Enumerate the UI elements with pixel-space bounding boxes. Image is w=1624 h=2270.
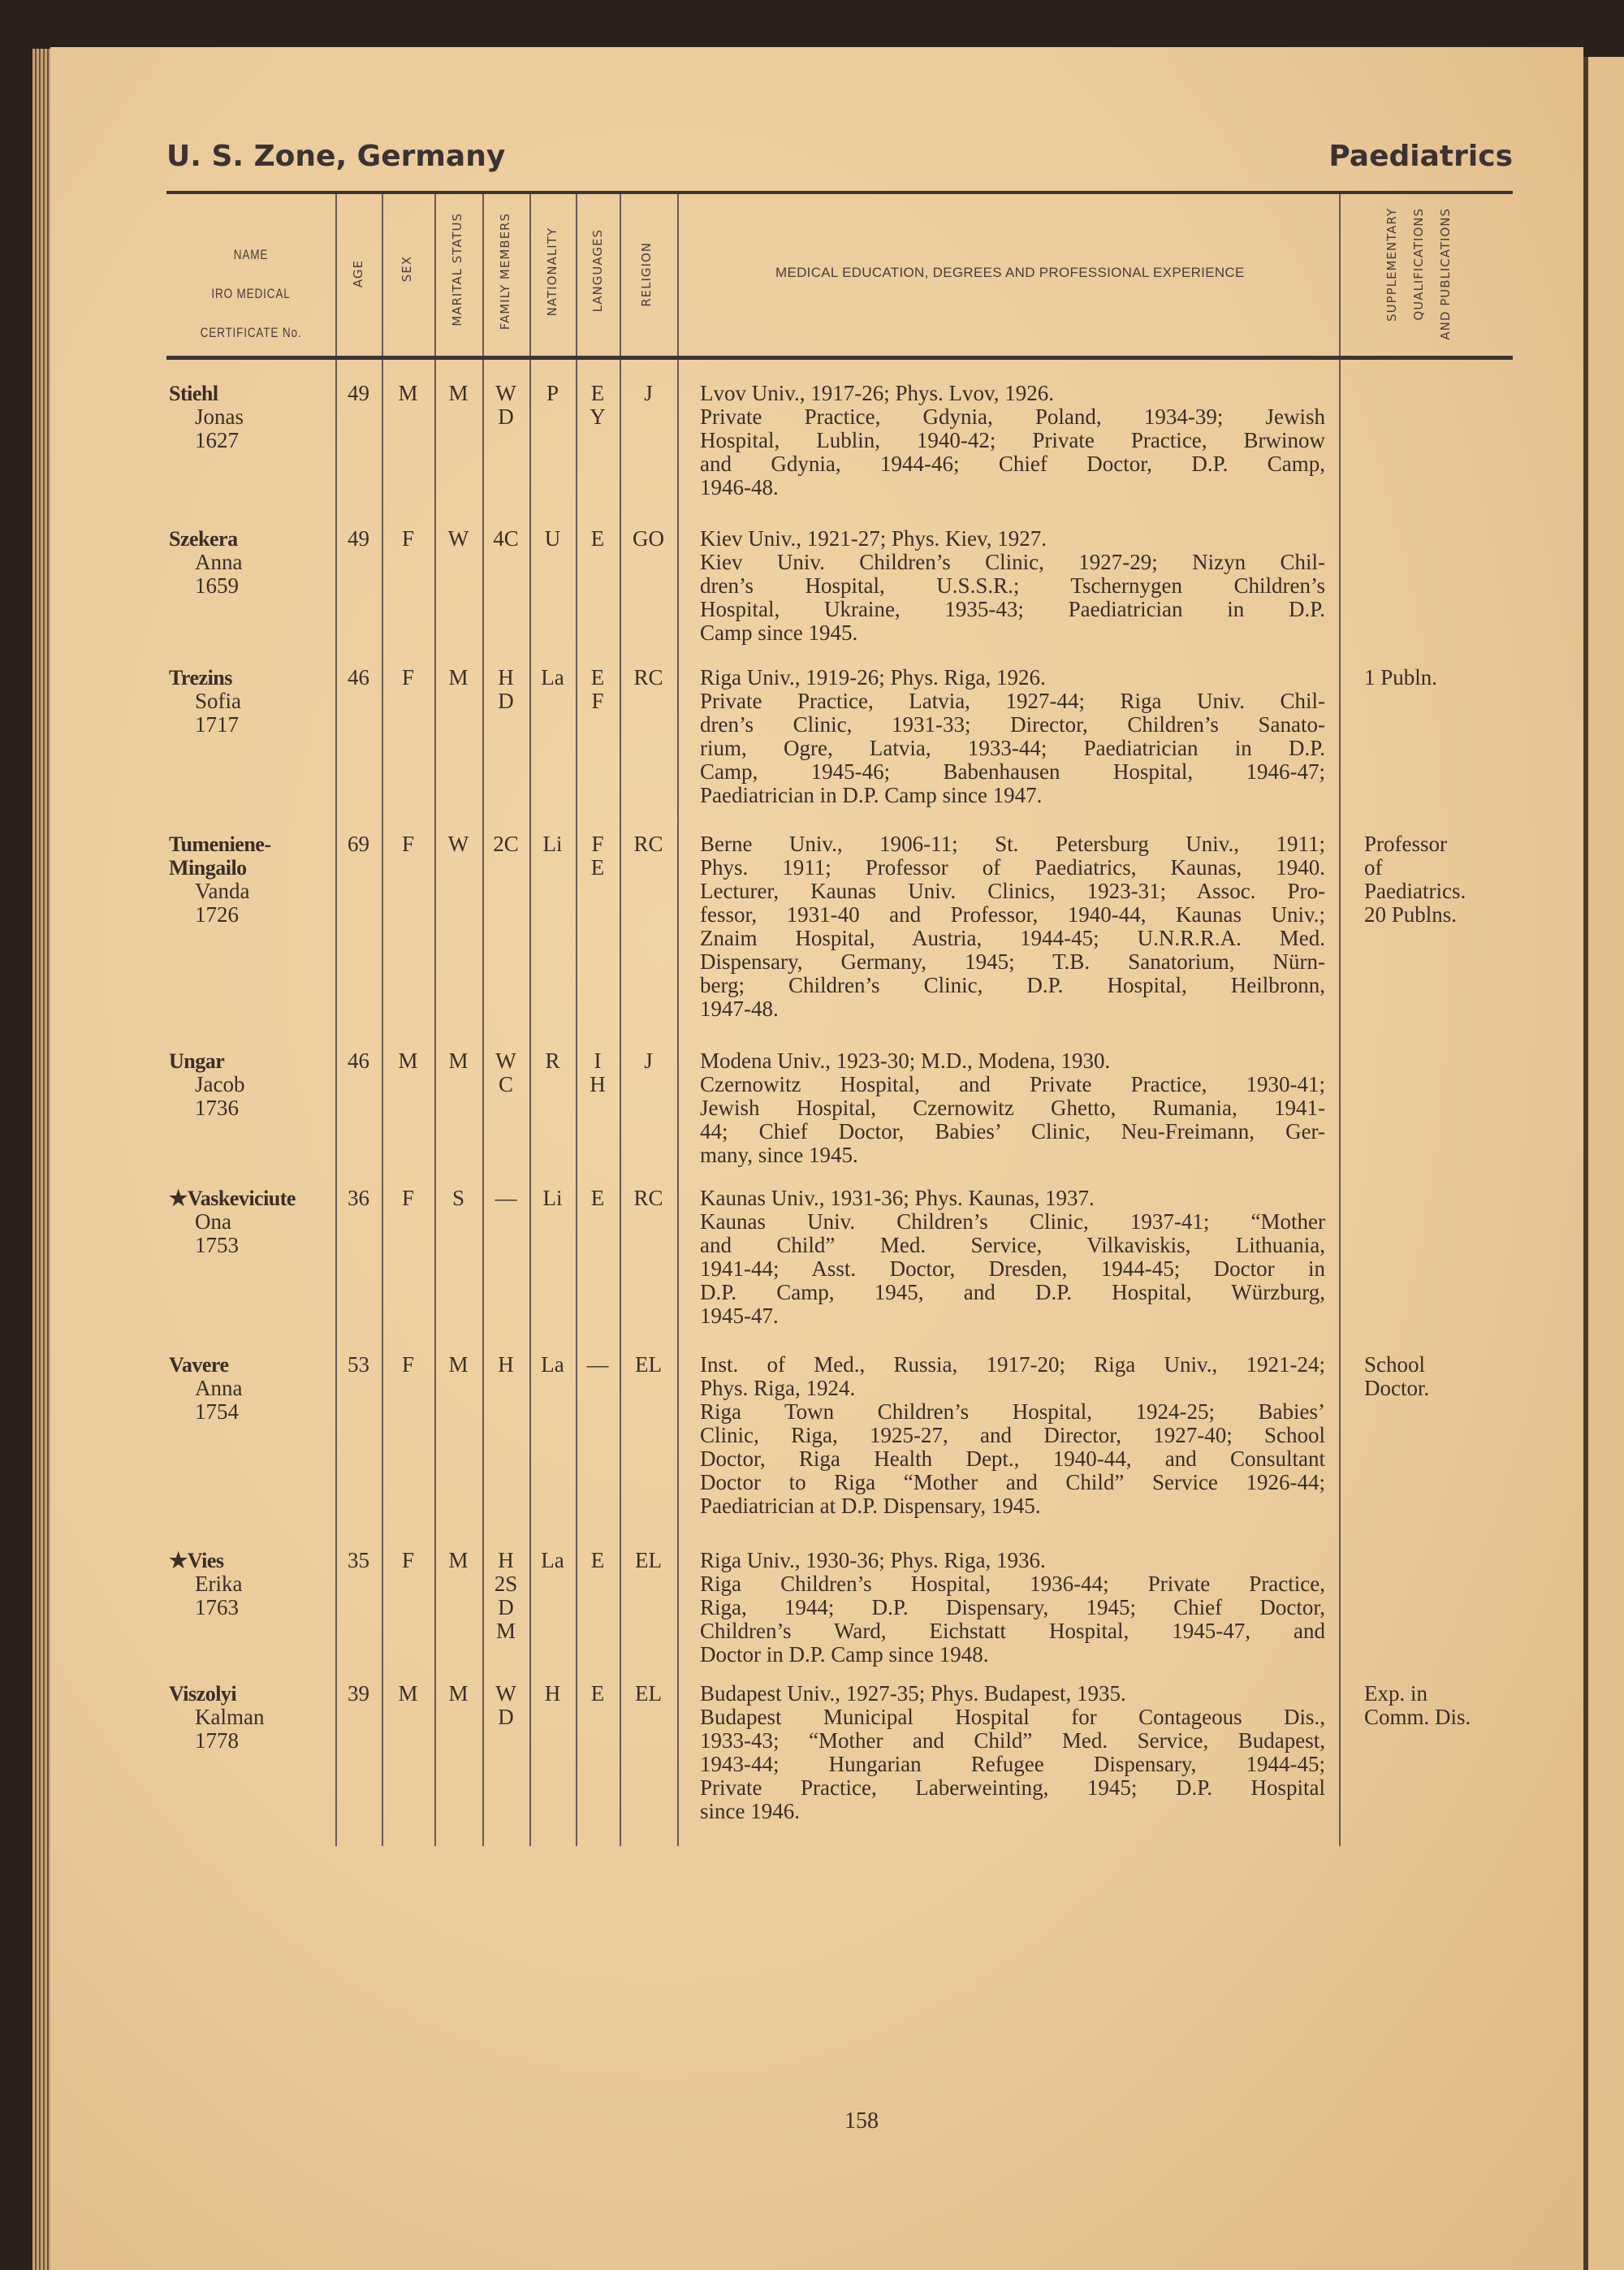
education-cell — [700, 1549, 1325, 1667]
languages-column-header: LANGUAGES — [590, 229, 605, 313]
given-name: Sofia — [195, 689, 241, 713]
education-line: 1946-48. — [700, 475, 779, 499]
given-name: Erika — [195, 1572, 243, 1596]
education-line: Kiev Univ., 1921-27; Phys. Kiev, 1927. — [700, 526, 1047, 551]
section-title: Paediatrics — [1328, 140, 1513, 173]
education-line: 44; Chief Doctor, Babies’ Clinic, Neu-Freimann, Ger- — [700, 1119, 1325, 1144]
education-line: many, since 1945. — [700, 1143, 858, 1167]
name-cell — [169, 666, 241, 737]
education-cell — [700, 832, 1325, 1021]
column-divider — [335, 194, 337, 356]
education-line: Riga Town Children’s Hospital, 1924-25; Babies’ — [700, 1399, 1325, 1424]
family-cell: 4C — [493, 526, 519, 551]
age-cell: 46 — [348, 1049, 369, 1073]
surname: Trezins — [169, 666, 232, 690]
nationality-cell: La — [541, 665, 564, 690]
education-line: Doctor, Riga Health Dept., 1940-44, and Consultant — [700, 1446, 1325, 1471]
nationality-cell: La — [541, 1548, 564, 1572]
religion-cell: J — [644, 1049, 653, 1073]
nationality-cell: Li — [542, 1186, 563, 1210]
column-divider — [620, 194, 621, 356]
religion-cell: RC — [633, 1186, 663, 1210]
sex-cell: F — [401, 1352, 415, 1377]
languages-cell: — — [586, 1352, 609, 1377]
certificate-number: 1763 — [195, 1595, 239, 1619]
marital-cell: M — [448, 1681, 469, 1706]
sex-column-header: SEX — [400, 256, 414, 283]
name-cell — [169, 1549, 242, 1619]
nationality-column-header: NATIONALITY — [545, 227, 559, 317]
sex-cell: F — [401, 1548, 415, 1572]
education-cell — [700, 1353, 1325, 1518]
certificate-number: 1778 — [195, 1728, 239, 1753]
surname: Tumeniene- Mingailo — [169, 832, 271, 880]
education-line: Kaunas Univ. Children’s Clinic, 1937-41; “Mother — [700, 1209, 1325, 1234]
education-line: 1933-43; “Mother and Child” Med. Service, Budapest, — [700, 1728, 1325, 1753]
supplementary-header-line2: QUALIFICATIONS — [1411, 208, 1426, 321]
education-line: D.P. Camp, 1945, and D.P. Hospital, Würzburg, — [700, 1280, 1325, 1304]
age-column-header: AGE — [351, 260, 365, 288]
marital-cell: M — [448, 1049, 469, 1073]
education-line: Children’s Ward, Eichstatt Hospital, 1945-47, and — [700, 1619, 1325, 1643]
marital-cell: S — [451, 1186, 465, 1210]
education-line: Kaunas Univ., 1931-36; Phys. Kaunas, 1937. — [700, 1186, 1095, 1210]
certificate-number: 1736 — [195, 1096, 239, 1120]
name-cell — [169, 832, 271, 927]
given-name: Anna — [195, 1376, 243, 1400]
nationality-cell: La — [541, 1352, 564, 1377]
header-name: NAME — [233, 247, 269, 262]
age-cell: 69 — [348, 832, 369, 856]
certificate-number: 1627 — [195, 428, 239, 452]
education-line: Paediatrician at D.P. Dispensary, 1945. — [700, 1494, 1041, 1518]
supplementary-cell: Professor of Paediatrics. 20 Publns. — [1364, 832, 1466, 927]
languages-cell: F E — [590, 832, 605, 880]
sex-cell: F — [401, 832, 415, 856]
column-divider — [335, 360, 337, 1846]
languages-cell: E Y — [590, 381, 606, 429]
age-cell: 36 — [348, 1186, 369, 1210]
family-cell: H D — [498, 665, 514, 713]
languages-cell: E — [590, 1548, 605, 1572]
surname: Stiehl — [169, 382, 218, 405]
certificate-number: 1726 — [195, 902, 239, 927]
supplementary-cell: 1 Publn. — [1364, 665, 1438, 690]
religion-cell: GO — [633, 526, 664, 551]
education-line: Czernowitz Hospital, and Private Practice, 1930-41; — [700, 1072, 1325, 1096]
education-line: Clinic, Riga, 1925-27, and Director, 1927-40; School — [700, 1423, 1325, 1447]
name-cell — [169, 382, 244, 452]
education-line: Riga Univ., 1930-36; Phys. Riga, 1936. — [700, 1548, 1046, 1572]
surname: Vaskeviciute — [187, 1187, 296, 1210]
sex-cell: F — [401, 665, 415, 690]
column-divider — [620, 360, 621, 1846]
education-line: Paediatrician in D.P. Camp since 1947. — [700, 783, 1043, 807]
top-rule — [166, 191, 1513, 194]
education-line: 1945-47. — [700, 1304, 779, 1328]
age-cell: 35 — [348, 1548, 369, 1572]
education-line: since 1946. — [700, 1799, 800, 1823]
education-cell — [700, 1049, 1325, 1167]
education-line: Lvov Univ., 1917-26; Phys. Lvov, 1926. — [700, 381, 1054, 405]
column-divider — [529, 194, 531, 356]
education-line: 1941-44; Asst. Doctor, Dresden, 1944-45; Doctor in — [700, 1256, 1325, 1281]
name-cell — [169, 1353, 242, 1424]
nationality-cell: Li — [542, 832, 563, 856]
name-cell — [169, 1049, 244, 1120]
marital-cell: M — [448, 381, 469, 405]
supplementary-header-line1: SUPPLEMENTARY — [1384, 208, 1399, 322]
age-cell: 49 — [348, 381, 369, 405]
surname: Szekera — [169, 527, 238, 551]
given-name: Jonas — [195, 404, 244, 429]
education-cell — [700, 527, 1325, 645]
education-line: Doctor to Riga “Mother and Child” Service 1926-44; — [700, 1470, 1325, 1494]
education-cell — [700, 1187, 1325, 1328]
education-line: dren’s Hospital, U.S.S.R.; Tschernygen Children’s — [700, 573, 1325, 598]
education-line: Phys. Riga, 1924. — [700, 1376, 856, 1400]
education-line: Berne Univ., 1906-11; St. Petersburg Univ., 1911; — [700, 832, 1325, 856]
certificate-number: 1753 — [195, 1233, 239, 1257]
supplementary-cell: Exp. in Comm. Dis. — [1364, 1681, 1471, 1729]
education-column-header: MEDICAL EDUCATION, DEGREES AND PROFESSIONAL EXPERIENCE — [775, 265, 1245, 280]
education-line: Hospital, Ukraine, 1935-43; Paediatrician in D.P. — [700, 597, 1325, 621]
column-divider — [382, 194, 383, 356]
name-column-header — [184, 236, 318, 352]
family-cell: W C — [495, 1049, 516, 1096]
surname: Viszolyi — [169, 1682, 237, 1706]
religion-cell: RC — [633, 832, 663, 856]
marital-status-column-header: MARITAL STATUS — [450, 213, 464, 326]
education-cell — [700, 1682, 1325, 1823]
education-line: 1947-48. — [700, 997, 779, 1021]
languages-cell: E F — [590, 665, 605, 713]
nationality-cell: P — [546, 381, 559, 405]
column-divider — [677, 360, 679, 1846]
education-line: Lecturer, Kaunas Univ. Clinics, 1923-31; Assoc. Pro- — [700, 879, 1325, 903]
education-line: berg; Children’s Clinic, D.P. Hospital, Heilbronn, — [700, 973, 1325, 997]
education-line: and Child” Med. Service, Vilkaviskis, Lithuania, — [700, 1233, 1325, 1257]
education-line: Riga Univ., 1919-26; Phys. Riga, 1926. — [700, 665, 1046, 690]
religion-column-header: RELIGION — [639, 242, 654, 307]
family-cell: — — [495, 1186, 517, 1210]
family-cell: H 2S D M — [494, 1548, 518, 1643]
star-icon: ★ — [169, 1187, 188, 1210]
education-cell — [700, 382, 1325, 499]
column-divider — [434, 360, 436, 1846]
marital-cell: M — [448, 1352, 469, 1377]
education-line: Phys. 1911; Professor of Paediatrics, Kaunas, 1940. — [700, 855, 1325, 880]
age-cell: 53 — [348, 1352, 369, 1377]
education-line: Dispensary, Germany, 1945; T.B. Sanatorium, Nürn- — [700, 949, 1325, 974]
education-line: and Gdynia, 1944-46; Chief Doctor, D.P. Camp, — [700, 452, 1325, 476]
marital-cell: W — [447, 526, 469, 551]
nationality-cell: H — [544, 1681, 561, 1706]
certificate-number: 1717 — [195, 712, 239, 737]
marital-cell: M — [448, 665, 469, 690]
languages-cell: E — [590, 1186, 605, 1210]
age-cell: 39 — [348, 1681, 369, 1706]
column-divider — [482, 194, 484, 356]
certificate-number: 1659 — [195, 573, 239, 598]
supplementary-cell: School Doctor. — [1364, 1352, 1430, 1400]
given-name: Vanda — [195, 879, 250, 903]
column-divider — [382, 360, 383, 1846]
sex-cell: M — [398, 1049, 418, 1073]
education-line: Inst. of Med., Russia, 1917-20; Riga Univ., 1921-24; — [700, 1352, 1325, 1377]
education-line: Private Practice, Gdynia, Poland, 1934-39; Jewish — [700, 404, 1325, 429]
sex-cell: M — [398, 381, 418, 405]
column-divider — [434, 194, 436, 356]
header-rule — [166, 356, 1513, 360]
education-line: Private Practice, Laberweinting, 1945; D.P. Hospital — [700, 1775, 1325, 1800]
education-line: Doctor in D.P. Camp since 1948. — [700, 1642, 989, 1667]
education-line: Budapest Univ., 1927-35; Phys. Budapest, 1935. — [700, 1681, 1126, 1706]
education-line: rium, Ogre, Latvia, 1933-44; Paediatrician in D.P. — [700, 736, 1325, 760]
family-members-column-header: FAMILY MEMBERS — [498, 213, 512, 331]
column-divider — [677, 194, 679, 356]
book-page-edges — [32, 49, 52, 2270]
education-line: Riga, 1944; D.P. Dispensary, 1945; Chief Doctor, — [700, 1595, 1325, 1619]
surname: Vavere — [169, 1353, 229, 1377]
education-line: dren’s Clinic, 1931-33; Director, Children’s Sanato- — [700, 712, 1325, 737]
religion-cell: EL — [635, 1548, 662, 1572]
religion-cell: EL — [635, 1681, 662, 1706]
supplementary-header-line3: AND PUBLICATIONS — [1438, 208, 1453, 340]
religion-cell: RC — [633, 665, 663, 690]
education-line: Budapest Municipal Hospital for Contageous Dis., — [700, 1705, 1325, 1729]
column-divider — [1339, 194, 1341, 356]
marital-cell: M — [448, 1548, 469, 1572]
languages-cell: I H — [590, 1049, 606, 1096]
column-divider — [529, 360, 531, 1846]
family-cell: H — [498, 1352, 514, 1377]
sex-cell: F — [401, 1186, 415, 1210]
education-line: Camp, 1945-46; Babenhausen Hospital, 1946-47; — [700, 759, 1325, 784]
marital-cell: W — [447, 832, 469, 856]
languages-cell: E — [590, 526, 605, 551]
header-iro-medical: IRO MEDICAL — [211, 286, 291, 301]
family-cell: 2C — [493, 832, 519, 856]
header-certificate: CERTIFICATE No. — [200, 325, 302, 340]
nationality-cell: R — [545, 1049, 560, 1073]
languages-cell: E — [590, 1681, 605, 1706]
column-divider — [1339, 360, 1341, 1846]
education-line: Znaim Hospital, Austria, 1944-45; U.N.R.R.A. Med. — [700, 926, 1325, 950]
education-line: Jewish Hospital, Czernowitz Ghetto, Rumania, 1941- — [700, 1096, 1325, 1120]
education-line: Modena Univ., 1923-30; M.D., Modena, 1930. — [700, 1049, 1111, 1073]
surname: Vies — [187, 1549, 224, 1572]
column-divider — [576, 360, 577, 1846]
family-cell: W D — [495, 381, 516, 429]
nationality-cell: U — [544, 526, 561, 551]
education-line: fessor, 1931-40 and Professor, 1940-44, Kaunas Univ.; — [700, 902, 1325, 927]
column-divider — [576, 194, 577, 356]
given-name: Jacob — [195, 1072, 245, 1096]
given-name: Anna — [195, 550, 243, 574]
education-line: Camp since 1945. — [700, 620, 858, 645]
religion-cell: J — [644, 381, 653, 405]
star-icon: ★ — [169, 1549, 188, 1572]
age-cell: 49 — [348, 526, 369, 551]
given-name: Ona — [195, 1209, 231, 1234]
surname: Ungar — [169, 1049, 225, 1073]
sex-cell: M — [398, 1681, 418, 1706]
education-line: Hospital, Lublin, 1940-42; Private Practice, Brwinow — [700, 428, 1325, 452]
name-cell — [169, 527, 242, 598]
education-line: Riga Children’s Hospital, 1936-44; Private Practice, — [700, 1572, 1325, 1596]
sex-cell: F — [401, 526, 415, 551]
education-cell — [700, 666, 1325, 807]
religion-cell: EL — [635, 1352, 662, 1377]
page-number: 158 — [844, 2108, 879, 2134]
name-cell — [169, 1187, 296, 1257]
zone-title: U. S. Zone, Germany — [166, 140, 506, 173]
education-line: Private Practice, Latvia, 1927-44; Riga Univ. Chil- — [700, 689, 1325, 713]
family-cell: W D — [495, 1681, 516, 1729]
age-cell: 46 — [348, 665, 369, 690]
name-cell — [169, 1682, 264, 1753]
facing-page-edge — [1583, 57, 1624, 2270]
education-line: 1943-44; Hungarian Refugee Dispensary, 1944-45; — [700, 1752, 1325, 1776]
certificate-number: 1754 — [195, 1399, 239, 1424]
education-line: Kiev Univ. Children’s Clinic, 1927-29; Nizyn Chil- — [700, 550, 1325, 574]
given-name: Kalman — [195, 1705, 265, 1729]
